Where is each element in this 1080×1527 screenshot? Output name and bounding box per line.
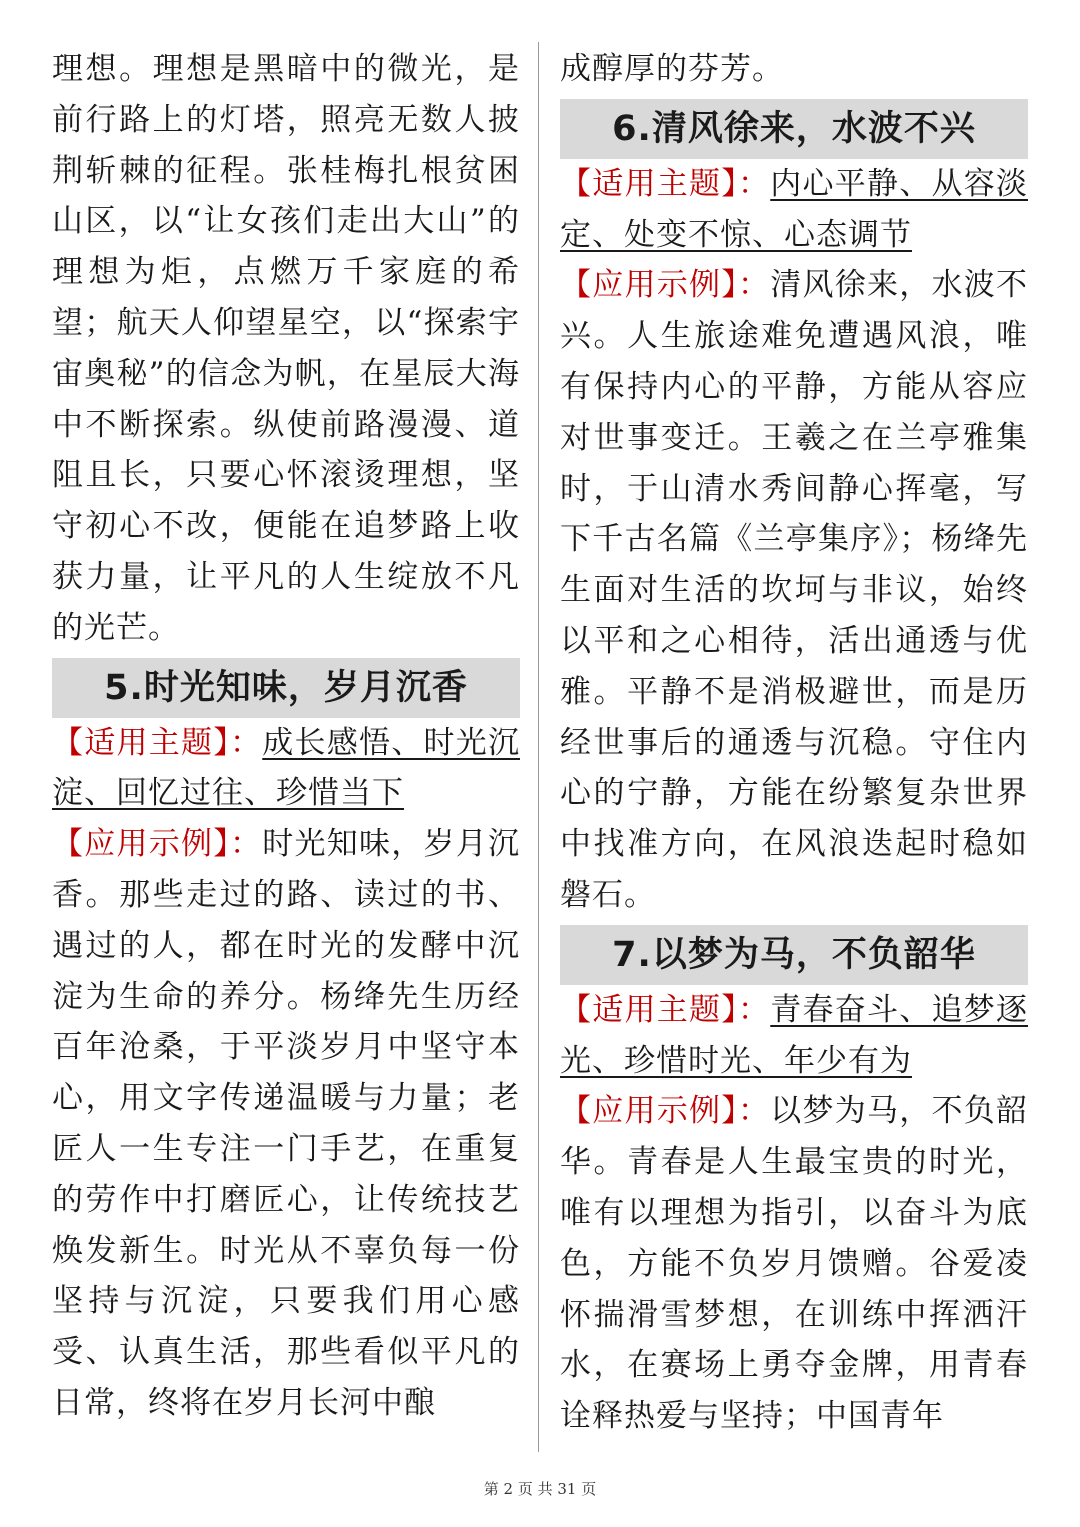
intro-paragraph: 理想。理想是黑暗中的微光，是前行路上的灯塔，照亮无数人披荆斩棘的征程。张桂梅扎根贫困山区，以“让女孩们走出大山”的理想为炬，点燃万千家庭的希望；航天人仰望星空，以“探索宇宙奥秘”的信念为帆，在星辰大海中不断探索。纵使前路漫漫、道阻且长，只要心怀滚烫理想，坚守初心不改，便能在追梦路上收获力量，让平凡的人生绽放不凡的光芒。 [52,51,520,646]
example-text: 清风徐来，水波不兴。人生旅途难免遭遇风浪，唯有保持内心的平静，方能从容应对世事变迁。王羲之在兰亭雅集时，于山清水秀间静心挥毫，写下千古名篇《兰亭集序》；杨绛先生面对生活的坎坷与非议，始终以平和之心相待，活出通透与优雅。平静不是消极避世，而是历经世事后的通透与沉稳。守住内心的宁静，方能在纷繁复杂世界中找准方向，在风浪迭起时稳如磐石。 [560,267,1028,913]
section-6-example [560,260,1028,920]
topic-label: 【适用主题】： [560,165,771,202]
example-text: 时光知味，岁月沉香。那些走过的路、读过的书、遇过的人，都在时光的发酵中沉淀为生命的养分。杨绛先生历经百年沧桑，于平淡岁月中坚守本心，用文字传递温暖与力量；老匠人一生专注一门手艺，在重复的劳作中打磨匠心，让传统技艺焕发新生。时光从不辜负每一份坚持与沉淀，只要我们用心感受、认真生活，那些看似平凡的日常，终将在岁月长河中酿 [52,826,520,1421]
section-7-heading: 7.以梦为马，不负韶华 [560,925,1028,985]
section-5-example [52,819,520,1429]
column-divider [538,42,539,1452]
section-5-topics [52,718,520,820]
topic-label: 【适用主题】： [560,991,771,1028]
left-column [52,44,520,1429]
section-6-topics [560,159,1028,261]
section-7-topics [560,985,1028,1087]
topics-text: 青春奋斗、追梦逐光、珍惜时光、年少有为 [560,991,1028,1079]
page-footer: 第 2 页 共 31 页 [483,1480,597,1498]
section-7-example [560,1086,1028,1442]
right-column [560,44,1028,1442]
example-text: 以梦为马，不负韶华。青春是人生最宝贵的时光，唯有以理想为指引，以奋斗为底色，方能不负岁月馈赠。谷爱凌怀揣滑雪梦想，在训练中挥洒汗水，在赛场上勇夺金牌，用青春诠释热爱与坚持；中国青年 [560,1093,1028,1435]
topics-text: 内心平静、从容淡定、处变不惊、心态调节 [560,165,1028,253]
topics-text: 成长感悟、时光沉淀、回忆过往、珍惜当下 [52,724,520,812]
topic-label: 【适用主题】： [52,724,263,761]
continuation-text: 成醇厚的芬芳。 [560,51,784,87]
section-6-heading: 6.清风徐来，水波不兴 [560,99,1028,159]
example-label: 【应用示例】： [560,1093,771,1130]
section-5-heading: 5.时光知味，岁月沉香 [52,658,520,718]
example-label: 【应用示例】： [52,826,263,863]
example-label: 【应用示例】： [560,267,771,304]
